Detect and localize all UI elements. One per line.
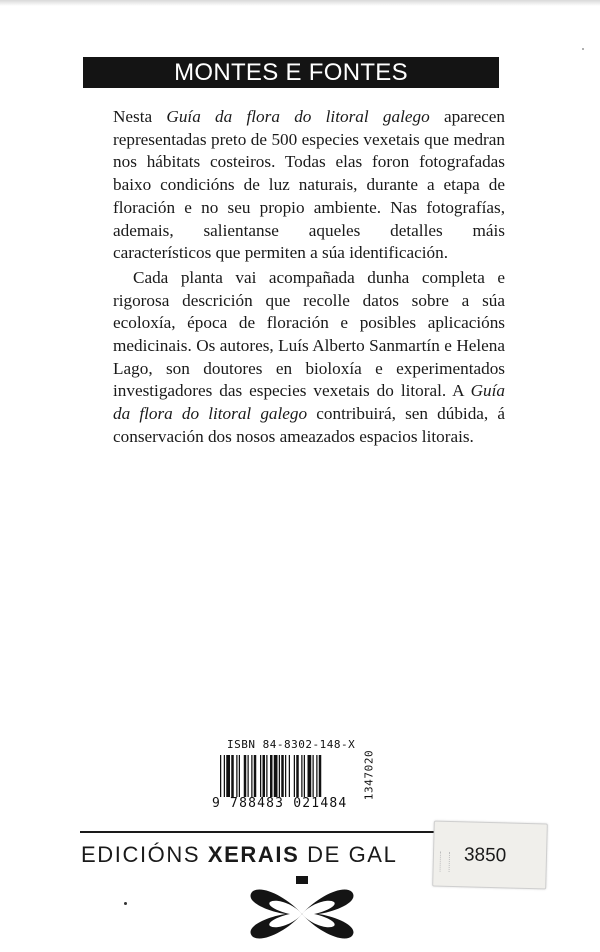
- barcode-bar: [220, 755, 221, 797]
- barcode-bar: [244, 755, 247, 797]
- barcode-bar: [316, 755, 317, 797]
- barcode-bar: [281, 755, 284, 797]
- book-title-italic: Guía da flora do litoral galego: [166, 107, 430, 126]
- book-title-italic: Guía da flora do litoral galego: [113, 381, 505, 424]
- blurb-text: Nesta: [113, 107, 167, 126]
- blurb-paragraph-2: [113, 267, 505, 449]
- blurb-text: Cada planta vai acompañada dunha completa e rigorosa descrición que recolle datos sobre a súa ecoloxía, época de floración e posibles aplicacións medicinais. Os autores, Luís Alberto Sanmartín e Helena Lago, son doutores en bioloxía e experimentados investigadores das especies vexetais do litoral. A: [113, 267, 505, 401]
- isbn-number: ISBN 84-8302-148-X: [227, 738, 356, 751]
- barcode-bar: [226, 755, 230, 797]
- print-speck: [582, 48, 584, 50]
- blurb-text: aparecen representadas preto de 500 especies vexetais que medran nos hábitats costeiros. Todas elas foron fotografadas baixo condicións de luz naturais, durante a etapa de floración e no seu propio ambiente. Nas fotografías, ademais, salientanse aqueles detalles máis característicos que permiten a súa identificación.: [113, 107, 505, 263]
- barcode-bar: [274, 755, 278, 797]
- barcode-bar: [294, 755, 295, 797]
- barcode-bar: [301, 755, 302, 797]
- barcode-bar: [260, 755, 261, 797]
- sticker-mark: [440, 852, 451, 872]
- print-speck: [124, 902, 127, 905]
- barcode-bar: [248, 755, 249, 797]
- series-title: MONTES E FONTES: [174, 58, 408, 86]
- price-value: 3850: [463, 844, 507, 867]
- barcode-bar: [279, 755, 280, 797]
- price-sticker: [432, 821, 548, 890]
- barcode-bar: [270, 755, 273, 797]
- ean-digits: 9 788483 021484: [212, 796, 348, 811]
- barcode-bar: [224, 755, 225, 797]
- blurb-paragraph-1: [113, 106, 505, 265]
- publisher-name: [81, 842, 397, 868]
- addon-digits: 1347020: [362, 749, 376, 801]
- barcode-bar: [308, 755, 312, 797]
- barcode-bar: [313, 755, 314, 797]
- blurb-text: contribuirá, sen dúbida, á conservación dos nosos ameazados espacios litorais.: [113, 404, 505, 446]
- barcode-bar: [254, 755, 257, 797]
- barcode-bar: [319, 755, 322, 797]
- barcode-bar: [263, 755, 266, 797]
- barcode-bar: [304, 755, 305, 797]
- addon-code: [362, 745, 376, 805]
- barcode-bar: [285, 755, 286, 797]
- publisher-name-bold: XERAIS: [207, 842, 300, 867]
- publisher-name-part: EDICIÓNS: [81, 842, 208, 867]
- barcode-bar: [231, 755, 234, 797]
- barcode-bar: [289, 755, 290, 797]
- back-cover-blurb: [113, 106, 505, 449]
- barcode-bar: [296, 755, 299, 797]
- publisher-name-part: DE GAL: [299, 842, 398, 867]
- barcode-bar: [239, 755, 240, 797]
- page-edge: [0, 0, 600, 6]
- series-banner: [83, 57, 499, 88]
- ean-barcode: [218, 755, 366, 797]
- barcode-bar: [266, 755, 267, 797]
- publisher-logo: [246, 876, 358, 952]
- barcode-bar: [251, 755, 252, 797]
- barcode-bar: [236, 755, 237, 797]
